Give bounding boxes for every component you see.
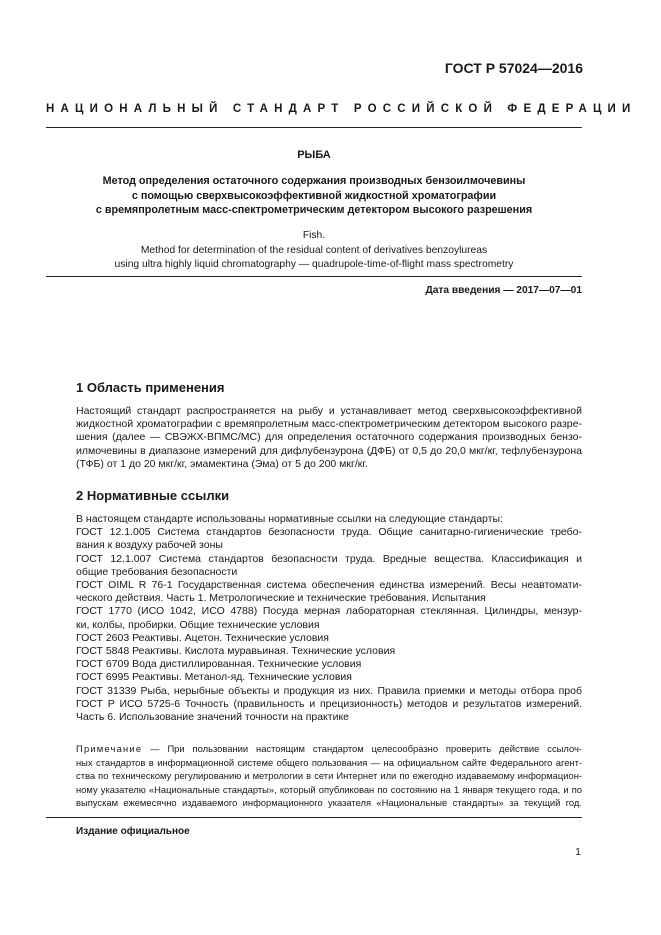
- text-line: (ТФБ) от 1 до 20 мкг/кг, эмамектина (Эма) от 5 до 200 мкг/кг.: [76, 457, 368, 470]
- section-heading-refs: 2 Нормативные ссылки: [76, 488, 230, 503]
- document-title-en: [46, 229, 582, 273]
- text-line: ческого действия. Часть 1. Метрологические и технические требования. Испытания: [76, 592, 486, 605]
- note-line: ному указателю «Национальные стандарты», который опубликован по состоянию на 1 января текущего года, и по: [76, 783, 582, 795]
- note-line: [76, 742, 582, 756]
- footer-divider: [46, 817, 582, 818]
- note-text: — При пользовании настоящим стандартом целесообразно проверить действие ссылоч-: [142, 743, 582, 754]
- text-line: общие требования безопасности: [76, 565, 238, 578]
- text-line: ГОСТ 12.1.005 Система стандартов безопасности труда. Общие санитарно-гигиенические требо-: [76, 526, 582, 539]
- scope-paragraph: [76, 405, 582, 471]
- title-en-line: Method for determination of the residual content of derivatives benzoylureas: [140, 244, 488, 256]
- text-line: ГОСТ Р ИСО 5725-6 Точность (правильность и прецизионность) методов и результатов измерений.: [76, 697, 582, 710]
- page-number: 1: [575, 846, 581, 858]
- note-line: ных стандартов в информационной системе общего пользования — на официальном сайте Федерального агент-: [76, 756, 582, 768]
- text-line: ГОСТ 6995 Реактивы. Метанол-яд. Технические условия: [76, 671, 352, 684]
- text-line: вания к воздуху рабочей зоны: [76, 539, 223, 552]
- intro-date: Дата введения — 2017—07—01: [425, 285, 582, 296]
- text-line: илмочевины в диапазоне измерений для дифлубензурона (ДФБ) от 0,5 до 20,0 мкг/кг, тефлубензурона: [76, 444, 582, 457]
- note-line: выпускам ежемесячно издаваемого информационного указателя «Национальные стандарты» за текущий год.: [76, 797, 582, 808]
- document-title: РЫБА: [297, 149, 331, 161]
- text-line: ГОСТ 12.1.007 Система стандартов безопасности труда. Вредные вещества. Классификация и: [76, 552, 582, 565]
- title-en-line: Fish.: [302, 230, 326, 241]
- title-divider: [46, 276, 582, 277]
- subtitle-line: Метод определения остаточного содержания производных бензоилмочевины: [102, 175, 526, 187]
- edition-label: Издание официальное: [76, 826, 190, 837]
- note-label: Примечание: [76, 743, 143, 754]
- title-en-line: using ultra highly liquid chromatography — quadrupole-time-of-flight mass spectrometry: [114, 259, 514, 270]
- note-block: [76, 742, 582, 810]
- note-line: ства по техническому регулированию и метрологии в сети Интернет или по ежегодно издаваемому информацион-: [76, 770, 582, 781]
- header-divider: [46, 127, 582, 128]
- text-line: ГОСТ 1770 (ИСО 1042, ИСО 4788) Посуда мерная лабораторная стеклянная. Цилиндры, мензур-: [76, 605, 582, 618]
- document-subtitle-ru: [46, 174, 582, 218]
- text-line: ГОСТ 2603 Реактивы. Ацетон. Технические условия: [76, 631, 329, 644]
- subtitle-line: с времяпролетным масс-спектрометрическим детектором высокого разрешения: [95, 204, 533, 216]
- text-line: В настоящем стандарте использованы нормативные ссылки на следующие стандарты:: [76, 513, 503, 525]
- national-standard-heading: НАЦИОНАЛЬНЫЙ СТАНДАРТ РОССИЙСКОЙ ФЕДЕРАЦИИ: [46, 103, 637, 115]
- text-line: ГОСТ 5848 Реактивы. Кислота муравьиная. Технические условия: [76, 645, 396, 658]
- section-heading-scope: 1 Область применения: [76, 380, 225, 395]
- text-line: ГОСТ 6709 Вода дистиллированная. Технические условия: [76, 658, 362, 671]
- text-line: ГОСТ OIML R 76-1 Государственная система обеспечения единства измерений. Весы неавтомати-: [76, 579, 582, 592]
- text-line: шения (далее — СВЭЖХ-ВПМС/МС) для определения остаточного содержания производных бензо-: [76, 431, 582, 444]
- refs-list: [76, 513, 582, 724]
- text-line: ГОСТ 31339 Рыба, нерыбные объекты и продукция из них. Правила приемки и методы отбора проб: [76, 684, 582, 697]
- subtitle-line: с помощью сверхвысокоэффективной жидкостной хроматографии: [131, 189, 497, 202]
- text-line: Часть 6. Использование значений точности на практике: [76, 711, 349, 724]
- text-line: Настоящий стандарт распространяется на рыбу и устанавливает метод сверхвысокоэффективной: [76, 405, 582, 417]
- text-line: ки, колбы, пробирки. Общие технические условия: [76, 618, 320, 631]
- gost-number: ГОСТ Р 57024—2016: [444, 60, 583, 76]
- text-line: жидкостной хроматографии с времяпролетным масс-спектрометрическим детектором высокого разре-: [76, 418, 582, 431]
